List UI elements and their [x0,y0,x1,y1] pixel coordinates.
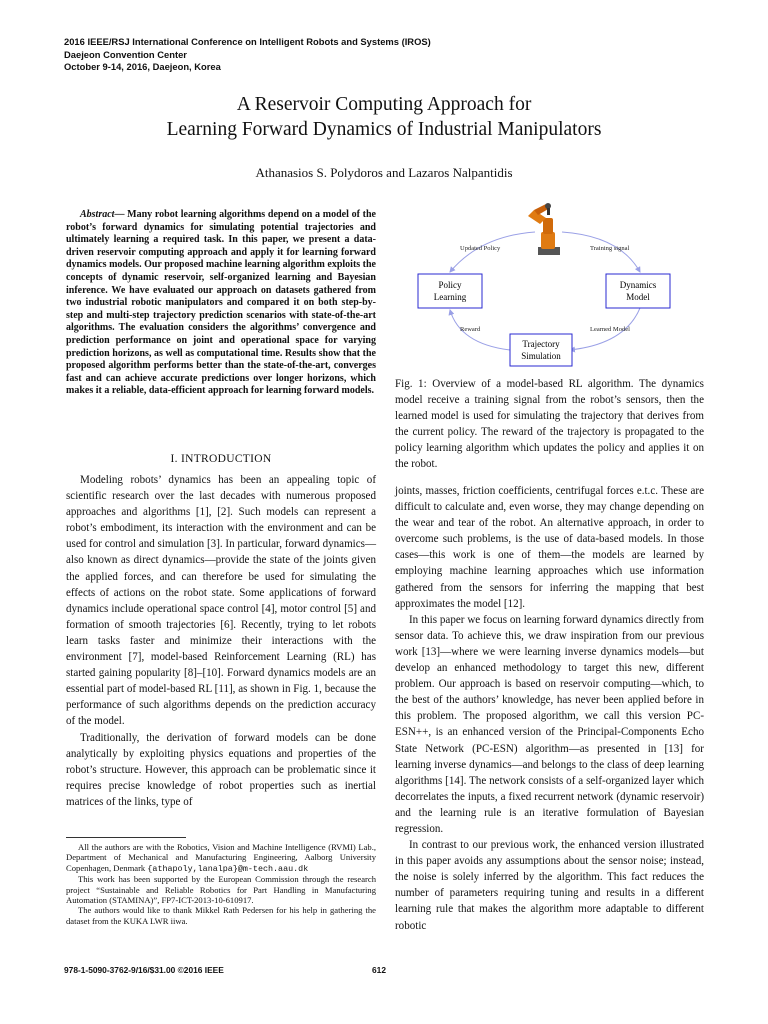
label-learned-model: Learned Model [590,326,630,333]
page-number: 612 [372,965,386,975]
paragraph: Traditionally, the derivation of forward models can be done analytically by exploiting physics equations and properties of the robot’s structure. However, this approach can be problematic since it requires precise knowledge of robot properties such as inertial matrices of the links, type of [66,731,376,808]
box-dynamics-line-2: Model [626,292,650,302]
label-updated-policy: Updated Policy [460,245,501,252]
footnote-affiliation [66,842,376,874]
paragraph: In this paper we focus on learning forward dynamics directly from sensor data. To achieve this, we draw inspiration from our previous work [13]—where we were learning inverse dynamics models—but develop an enhanced methodology to target this new, different problem. Our approach is based on reservoir computing—which, to the best of the authors’ knowledge, has never been applied before in this problem. The proposed algorithm, we call this version PC-ESN++, is an enhanced version of the Principal-Components Echo State Network (PC-ESN) algorithm—as presented in [13] for learning inverse dynamics—and belongs to the class of deep learning algorithms [14]. The network consists of a self-organized layer which decorrelates the inputs, a fixed recurrent network (dynamic reservoir) and the learning rule is an iterative formulation of Bayesian regression. [395,613,704,835]
left-column-body [66,472,376,810]
footnotes [66,842,376,926]
footer-isbn: 978-1-5090-3762-9/16/$31.00 ©2016 IEEE [64,965,224,975]
abstract [66,209,376,398]
footnote-email: {athapoly,lanalpa}@m-tech.aau.dk [147,863,309,874]
footnote-acknowledgment: The authors would like to thank Mikkel Rath Pedersen for his help in gathering the dataset from the KUKA LWR iiwa. [66,905,376,926]
arrow-updated-policy [450,232,535,272]
figure-rl-overview [400,194,700,370]
box-traj-line-1: Trajectory [522,339,560,349]
box-dynamics-model [606,274,670,308]
abstract-text: — Many robot learning algorithms depend on a model of the robot’s forward dynamics for simulating potential trajectories and ultimately learning a required task. In this paper, we present a data-driven reservoir computing approach and apply it for learning forward dynamics models. Our proposed machine learning algorithm exploits the concepts of dynamic reservoir, self-organized learning and Bayesian inference. We have evaluated our approach on datasets gathered from two industrial robotic manipulators and compared it on both step-by-step and multi-step trajectory prediction scenarios with state-of-the-art algorithms. The evaluation considers the algorithms’ convergence and prediction performance on joint and operational space for varying prediction horizons, as well as computational time. Results show that the proposed algorithm performs better than the state-of-the-art, converges fast and can achieve accurate predictions over longer horizons, which makes it a reliable, data-efficient approach for learning forward models. [66,209,376,397]
box-dynamics-line-1: Dynamics [619,280,657,290]
header-line-3: October 9-14, 2016, Daejeon, Korea [64,61,221,72]
right-column-body [395,483,704,934]
footnote-affiliation-text: All the authors are with the Robotics, Vision and Machine Intelligence (RVMI) Lab., Department of Mechanical and Manufacturing Engineering, Aalborg University Copenhagen, Denmark [66,842,376,873]
section-heading-introduction: I. INTRODUCTION [170,453,272,465]
authors: Athanasios S. Polydoros and Lazaros Nalpantidis [255,165,513,180]
paragraph: joints, masses, friction coefficients, centrifugal forces e.t.c. These are difficult to calculate and, even worse, they may change depending on the wear and tear of the robot. An alternative approach, in order to overcome such problems, is the use of data-based models. In those cases—this work is one of them—the models are learned by employing machine learning approaches which use information gathered from the sensors for inferring the mapping that best approximates the model [12]. [395,485,704,610]
title-line-1: A Reservoir Computing Approach for [236,94,532,115]
box-policy-line-1: Policy [438,280,462,290]
footnote-rule [66,837,186,838]
label-training-signal: Training signal [590,245,630,252]
paper-title [0,92,768,142]
arrow-training-signal [562,232,640,272]
paragraph: In contrast to our previous work, the enhanced version illustrated in this paper avoids any assumptions about the sensor noise; instead, the noise is solely inferred by the algorithm. This fact reduces the number of parameters requiring tuning and results in a different learning rule that makes the algorithm more adaptable to different robotic [395,839,704,932]
box-policy-learning [418,274,482,308]
title-line-2: Learning Forward Dynamics of Industrial Manipulators [166,119,602,140]
box-policy-line-2: Learning [433,292,467,302]
conference-header [64,36,431,74]
robot-arm-icon [528,203,560,255]
label-reward: Reward [460,326,481,333]
header-line-1: 2016 IEEE/RSJ International Conference on Intelligent Robots and Systems (IROS) [64,36,431,47]
header-line-2: Daejeon Convention Center [64,48,187,60]
footnote-funding: This work has been supported by the European Commission through the research project “Sustainable and Reliable Robotics for Part Handling in Manufacturing Automation (STAMINA)”, FP7-ICT-2013-10-610917. [66,874,376,906]
abstract-label: Abstract [80,209,115,220]
figure-caption: Fig. 1: Overview of a model-based RL algorithm. The dynamics model receive a training signal from the robot’s sensors, then the learned model is used for simulating the trajectory that derives from the current policy. The reward of the trajectory is propagated to the policy learning algorithm which updates the policy and applies it on the robot. [395,378,704,471]
paragraph: Modeling robots’ dynamics has been an appealing topic of scientific research over the last decades with numerous proposed approaches and algorithms [1], [2]. Such models can represent a robot’s embodiment, its interaction with the environment and can be used for control and simulation [3]. In particular, forward dynamics—also known as direct dynamics—provide the state of the joints given the applied forces, and can therefore be used for simulating the effects of actions on the robot state. Some applications of forward dynamics include operational space control [4], motor control [5] and formation of smooth trajectories [6]. Recently, trying to let robots learn tasks faster and minimize their interactions with the environment [7], model-based Reinforcement Learning (RL) has started gaining popularity [8]–[10]. Forward dynamics models are an essential part of model-based RL [11], as shown in Fig. 1, because the performance of such algorithms depends on the prediction accuracy of the model. [66,474,376,728]
box-traj-line-2: Simulation [521,351,561,361]
box-trajectory-simulation [510,334,572,366]
